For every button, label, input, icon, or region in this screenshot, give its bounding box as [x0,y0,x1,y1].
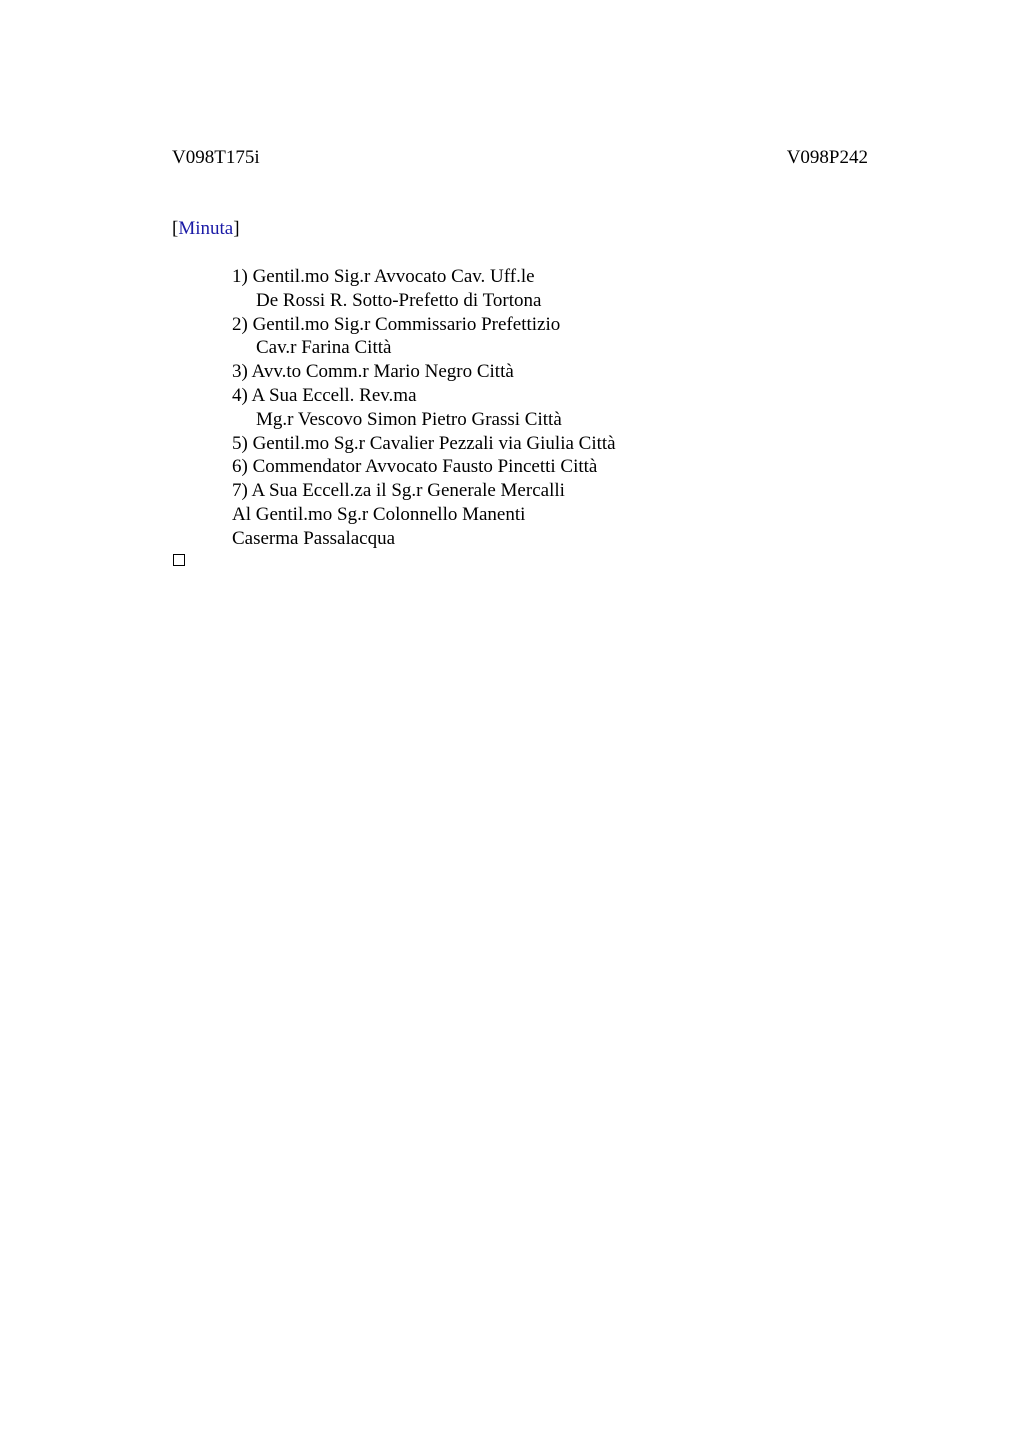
recipient-line: 5) Gentil.mo Sg.r Cavalier Pezzali via Giulia Città [232,432,616,454]
recipient-line: Al Gentil.mo Sg.r Colonnello Manenti [232,503,526,525]
recipient-line: Caserma Passalacqua [232,527,396,549]
recipient-line: 2) Gentil.mo Sig.r Commissario Prefettizio [232,313,561,335]
recipient-line: 7) A Sua Eccell.za il Sg.r Generale Mercalli [232,480,565,502]
minuta-link[interactable]: Minuta [178,218,234,239]
heading-open-bracket: [ [172,218,179,239]
recipient-line: 3) Avv.to Comm.r Mario Negro Città [232,361,514,383]
recipient-line: 6) Commendator Avvocato Fausto Pincetti Città [232,456,598,478]
recipient-line: De Rossi R. Sotto-Prefetto di Tortona [256,289,542,311]
heading-close-bracket: ] [233,218,240,239]
recipient-line: Mg.r Vescovo Simon Pietro Grassi Città [256,408,562,430]
recipient-line: Cav.r Farina Città [256,337,392,359]
recipient-line: 1) Gentil.mo Sig.r Avvocato Cav. Uff.le [232,266,535,287]
recipient-line: 4) A Sua Eccell. Rev.ma [232,384,417,406]
document-heading [172,218,240,240]
empty-checkbox-icon [173,554,185,566]
document-code-left: V098T175i [172,147,260,168]
recipient-list [232,265,616,551]
document-code-right: V098P242 [786,147,868,168]
